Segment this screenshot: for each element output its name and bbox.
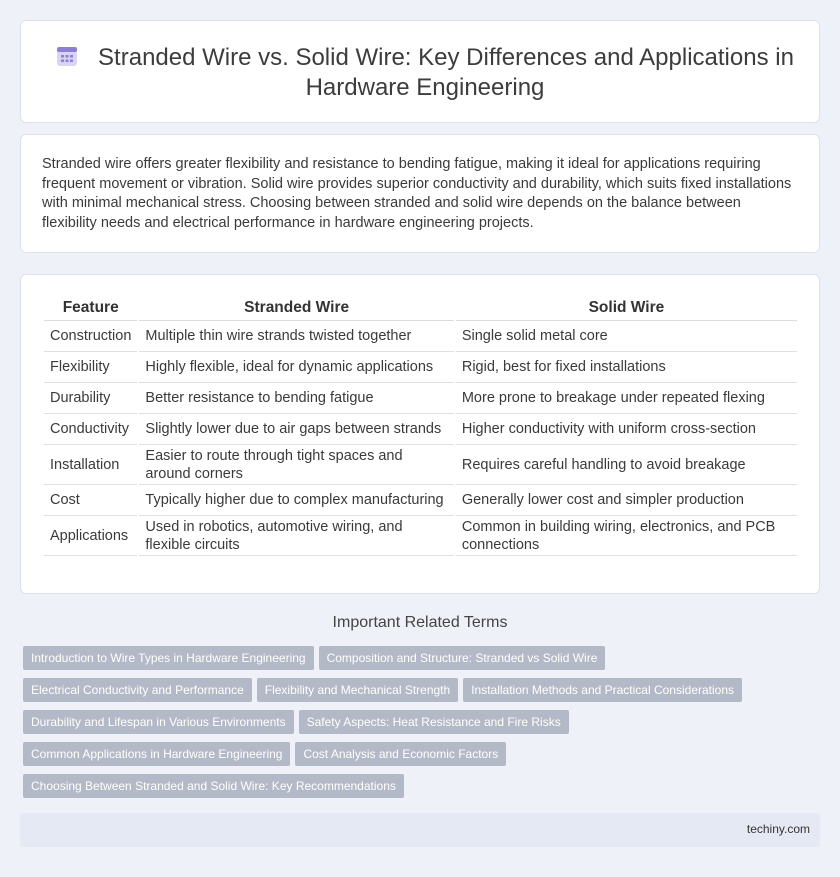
stranded-cell: Easier to route through tight spaces and around corners — [139, 445, 453, 485]
solid-cell: Requires careful handling to avoid breakage — [456, 445, 797, 485]
solid-cell: More prone to breakage under repeated flexing — [456, 383, 797, 414]
related-term-tag[interactable]: Durability and Lifespan in Various Environments — [23, 710, 294, 734]
related-term-tag[interactable]: Electrical Conductivity and Performance — [23, 678, 252, 702]
stranded-cell: Multiple thin wire strands twisted together — [139, 321, 453, 352]
tag-row — [23, 678, 813, 710]
tag-row — [23, 774, 813, 806]
solid-cell: Rigid, best for fixed installations — [456, 352, 797, 383]
intro-card — [20, 134, 820, 253]
page-title — [51, 43, 799, 103]
related-terms-heading: Important Related Terms — [332, 614, 508, 631]
stranded-cell: Highly flexible, ideal for dynamic applications — [139, 352, 453, 383]
stranded-cell: Used in robotics, automotive wiring, and flexible circuits — [139, 516, 453, 556]
related-term-tag[interactable]: Safety Aspects: Heat Resistance and Fire Risks — [299, 710, 569, 734]
header-stranded-wire: Stranded Wire — [139, 293, 453, 321]
stranded-cell: Typically higher due to complex manufacturing — [139, 485, 453, 516]
solid-cell: Common in building wiring, electronics, and PCB connections — [456, 516, 797, 556]
related-term-tag[interactable]: Installation Methods and Practical Considerations — [463, 678, 742, 702]
related-term-tag[interactable]: Common Applications in Hardware Engineering — [23, 742, 290, 766]
feature-cell: Flexibility — [44, 352, 137, 383]
related-term-tag[interactable]: Composition and Structure: Stranded vs Solid Wire — [319, 646, 606, 670]
related-term-tag[interactable]: Choosing Between Stranded and Solid Wire: Key Recommendations — [23, 774, 404, 798]
header-feature: Feature — [44, 293, 137, 321]
feature-cell: Applications — [44, 516, 137, 556]
table-row — [44, 321, 797, 352]
table-header-row — [44, 293, 797, 321]
table-row — [44, 445, 797, 485]
footer — [20, 813, 820, 847]
page-title-text: Stranded Wire vs. Solid Wire: Key Differences and Applications in Hardware Engineering — [98, 44, 794, 101]
stranded-cell: Better resistance to bending fatigue — [139, 383, 453, 414]
table-row — [44, 516, 797, 556]
feature-cell: Durability — [44, 383, 137, 414]
related-term-tag[interactable]: Cost Analysis and Economic Factors — [295, 742, 506, 766]
title-wrap — [51, 43, 799, 103]
header-solid-wire: Solid Wire — [456, 293, 797, 321]
table-row — [44, 485, 797, 516]
stranded-cell: Slightly lower due to air gaps between strands — [139, 414, 453, 445]
feature-cell: Installation — [44, 445, 137, 485]
tag-row — [23, 742, 813, 774]
feature-cell: Conductivity — [44, 414, 137, 445]
related-term-tag[interactable]: Flexibility and Mechanical Strength — [257, 678, 458, 702]
related-terms-tags — [23, 646, 813, 806]
table-row — [44, 414, 797, 445]
comparison-table — [42, 293, 799, 556]
solid-cell: Generally lower cost and simpler production — [456, 485, 797, 516]
solid-cell: Single solid metal core — [456, 321, 797, 352]
intro-paragraph: Stranded wire offers greater flexibility and resistance to bending fatigue, making it ideal for applications requiring frequent movement or vibration. Solid wire provides superior conductivity and durability, which suits fixed installations with minimal mechanical stress. Choosing between stranded and solid wire depends on the balance between flexibility needs and electrical performance in hardware engineering projects. — [42, 156, 792, 231]
feature-cell: Cost — [44, 485, 137, 516]
header-card — [20, 20, 820, 123]
comparison-table-card — [20, 274, 820, 594]
related-term-tag[interactable]: Introduction to Wire Types in Hardware Engineering — [23, 646, 314, 670]
feature-cell: Construction — [44, 321, 137, 352]
table-row — [44, 352, 797, 383]
table-row — [44, 383, 797, 414]
solid-cell: Higher conductivity with uniform cross-section — [456, 414, 797, 445]
tag-row — [23, 710, 813, 742]
tag-row — [23, 646, 813, 678]
footer-site-link[interactable]: techiny.com — [746, 822, 810, 836]
calendar-grid-icon — [56, 45, 78, 67]
